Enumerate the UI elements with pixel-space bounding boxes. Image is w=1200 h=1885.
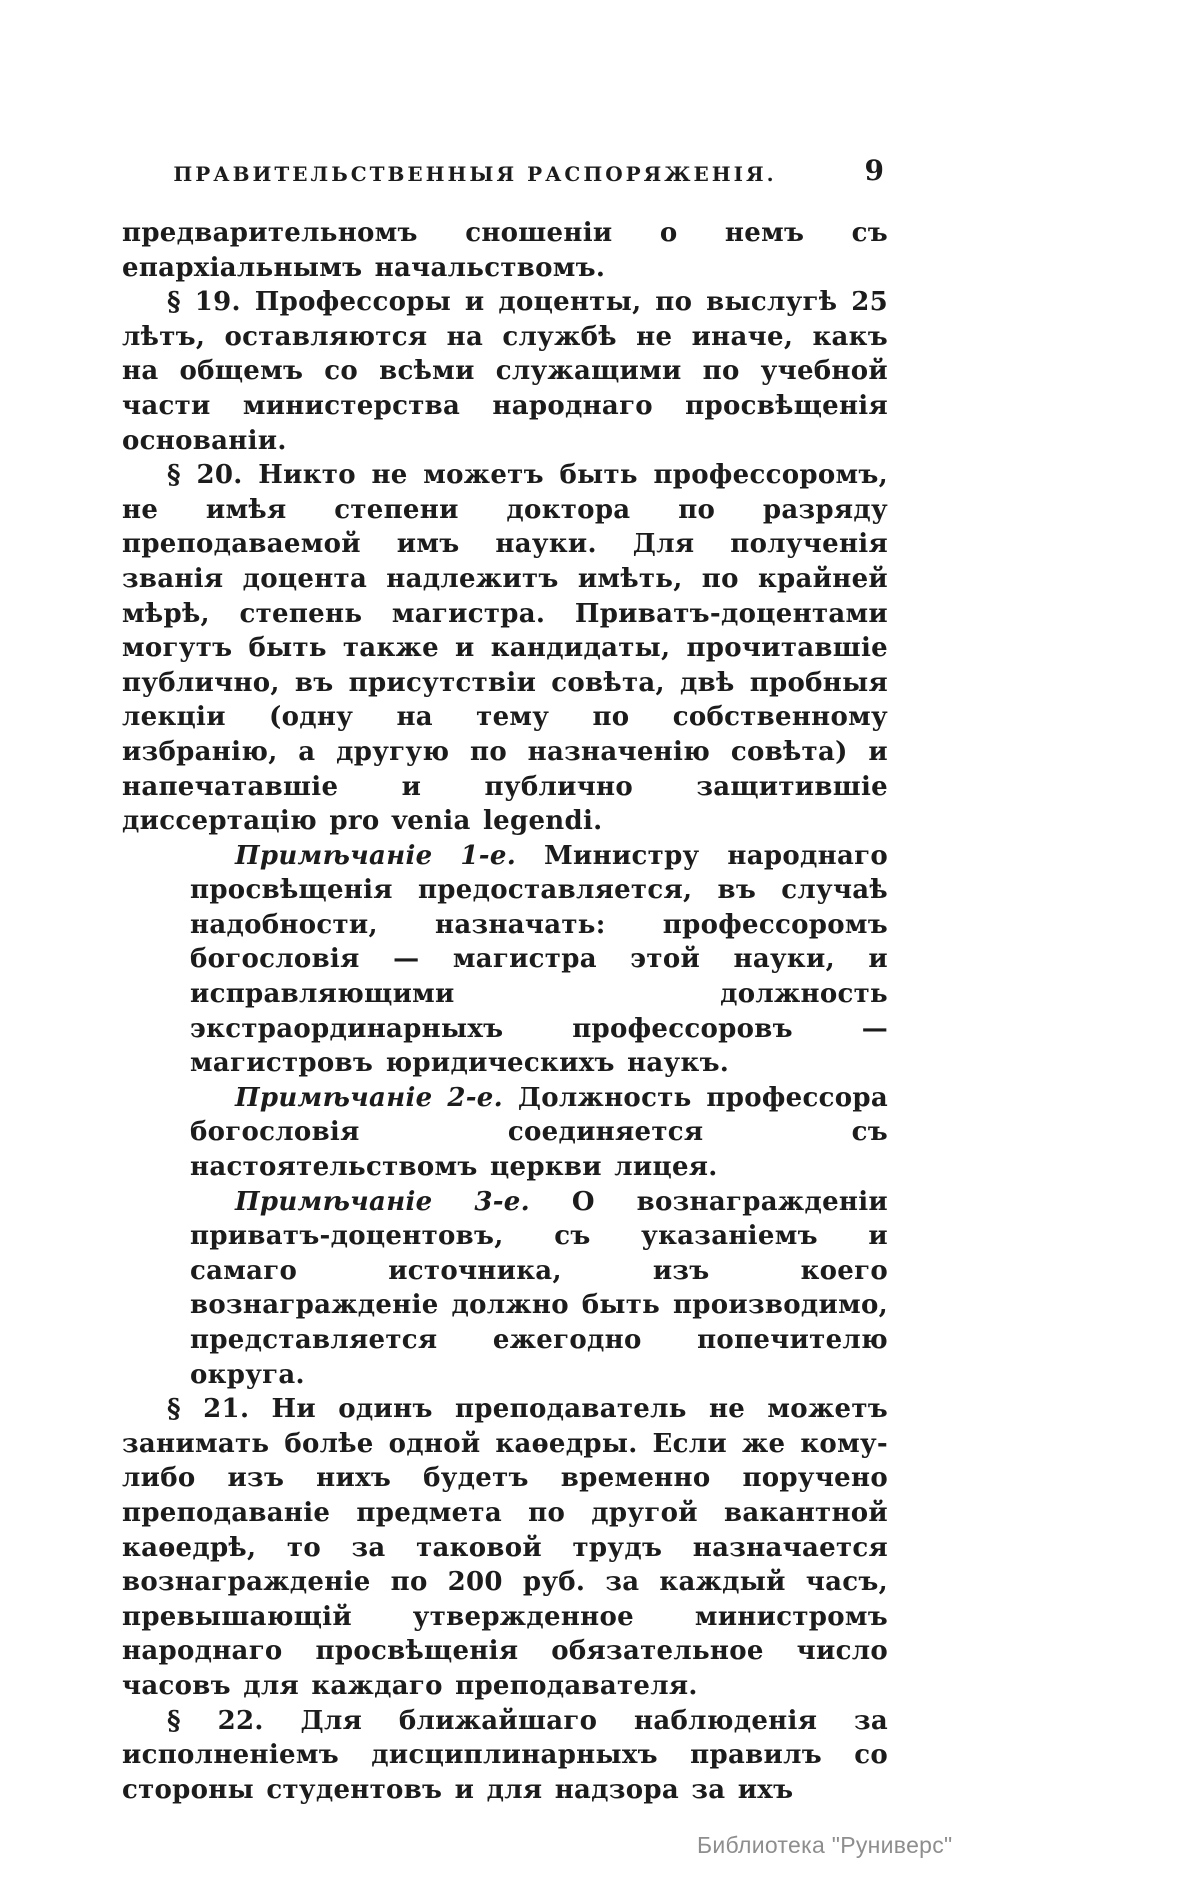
note-1-text: Министру народнаго просвѣщенія предоставляется, въ случаѣ надобности, назначать: профессоромъ богословія — магистра этой науки, и исправляющими должность экстраординарныхъ профессоровъ — магистровъ юридическихъ наукъ. [190,840,888,1079]
document-body [122,216,888,1807]
note-2-label: Примѣчаніе 2-е. [235,1082,503,1113]
document-header [122,154,888,192]
page-number: 9 [864,154,884,187]
text-block [122,154,889,1807]
paragraph-section-21: § 21. Ни одинъ преподаватель не можетъ занимать болѣе одной каѳедры. Если же кому-либо изъ нихъ будетъ временно поручено преподаваніе предмета по другой вакантной каѳедрѣ, то за таковой трудъ назначается вознагражденіе по 200 руб. за каждый часъ, превышающій утвержденное министромъ народнаго просвѣщенія обязательное число часовъ для каждаго преподавателя. [122,1394,888,1701]
paragraph-section-19: § 19. Профессоры и доценты, по выслугѣ 25 лѣтъ, оставляются на службѣ не иначе, какъ на общемъ со всѣми служащими по учебной части министерства народнаго просвѣщенія основаніи. [122,287,888,456]
note-1-label: Примѣчаніе 1-е. [235,840,517,871]
note-3-text: О вознагражденіи приватъ-доцентовъ, съ указаніемъ и самаго источника, изъ коего вознагражденіе должно быть производимо, представляется ежегодно попечителю округа. [190,1186,889,1390]
paragraph-section-20: § 20. Никто не можетъ быть профессоромъ, не имѣя степени доктора по разряду преподаваемой имъ науки. Для полученія званія доцента надлежитъ имѣть, по крайней мѣрѣ, степень магистра. Приватъ-доцентами могутъ быть также и кандидаты, прочитавшіе публично, въ присутствіи совѣта, двѣ пробныя лекціи (одну на тему по собственному избранію, а другую по назначенію совѣта) и напечатавшіе и публично защитившіе диссертацію pro venia legendi. [122,460,888,837]
paragraph-section-22: § 22. Для ближайшаго наблюденія за исполненіемъ дисциплинарныхъ правилъ со стороны студентовъ и для надзора за ихъ [122,1705,888,1805]
running-title: ПРАВИТЕЛЬСТВЕННЫЯ РАСПОРЯЖЕНІЯ. [173,162,777,186]
note-2 [190,1081,888,1185]
library-watermark: Библиотека "Руниверс" [697,1832,953,1858]
note-1 [190,839,888,1081]
note-3-label: Примѣчаніе 3-е. [235,1186,530,1217]
note-2-text: Должность профессора богословія соединяется съ настоятельствомъ церкви лицея. [190,1082,888,1183]
paragraph-continuation: предварительномъ сношеніи о немъ съ епархіальнымъ начальствомъ. [122,218,888,283]
note-3 [190,1185,888,1393]
